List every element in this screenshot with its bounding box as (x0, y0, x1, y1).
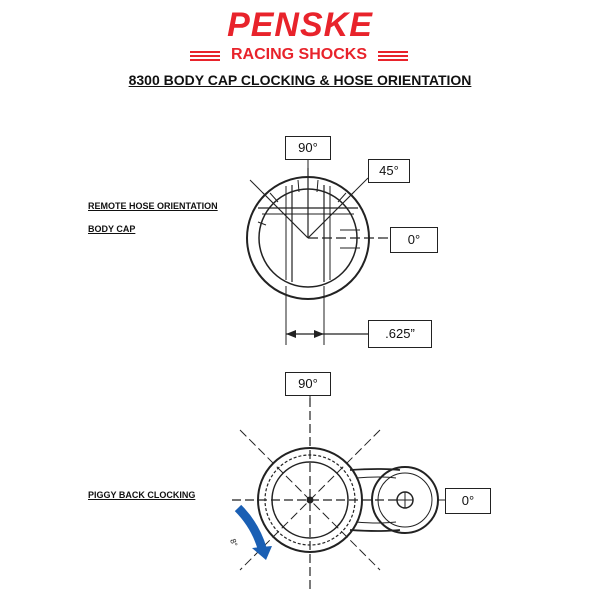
piggy-angle-0-box: 0° (445, 488, 491, 514)
body-cap-label: BODY CAP (88, 224, 136, 234)
angle-90-box: 90° (285, 136, 331, 160)
piggy-back-clocking-label: PIGGY BACK CLOCKING (88, 490, 196, 500)
dimension-arrow-left (286, 330, 296, 338)
page-title: 8300 BODY CAP CLOCKING & HOSE ORIENTATION (128, 72, 472, 88)
piggy-cap-center (307, 497, 313, 503)
dimension-box: .625” (368, 320, 432, 348)
remote-hose-orientation-label: REMOTE HOSE ORIENTATION (88, 201, 218, 211)
rotation-arrow-head (252, 546, 272, 560)
body-cap-drawing (247, 160, 390, 345)
brand-subtitle: RACING SHOCKS (230, 46, 367, 63)
brand-name: PENSKE (227, 6, 373, 44)
leader-135 (250, 180, 262, 192)
rotation-arrow (238, 508, 272, 560)
piggy-angle-90-box: 90° (285, 372, 331, 396)
leader-45 (355, 178, 368, 191)
piggy-back-drawing (232, 385, 450, 590)
angle-0-box: 0° (390, 227, 438, 253)
angle-45-box: 45° (368, 159, 410, 183)
rotation-mark-text: 8° (228, 537, 240, 548)
rotation-arrow-arc (238, 508, 262, 548)
axis-135-line (262, 192, 308, 238)
dimension-arrow-right (314, 330, 324, 338)
